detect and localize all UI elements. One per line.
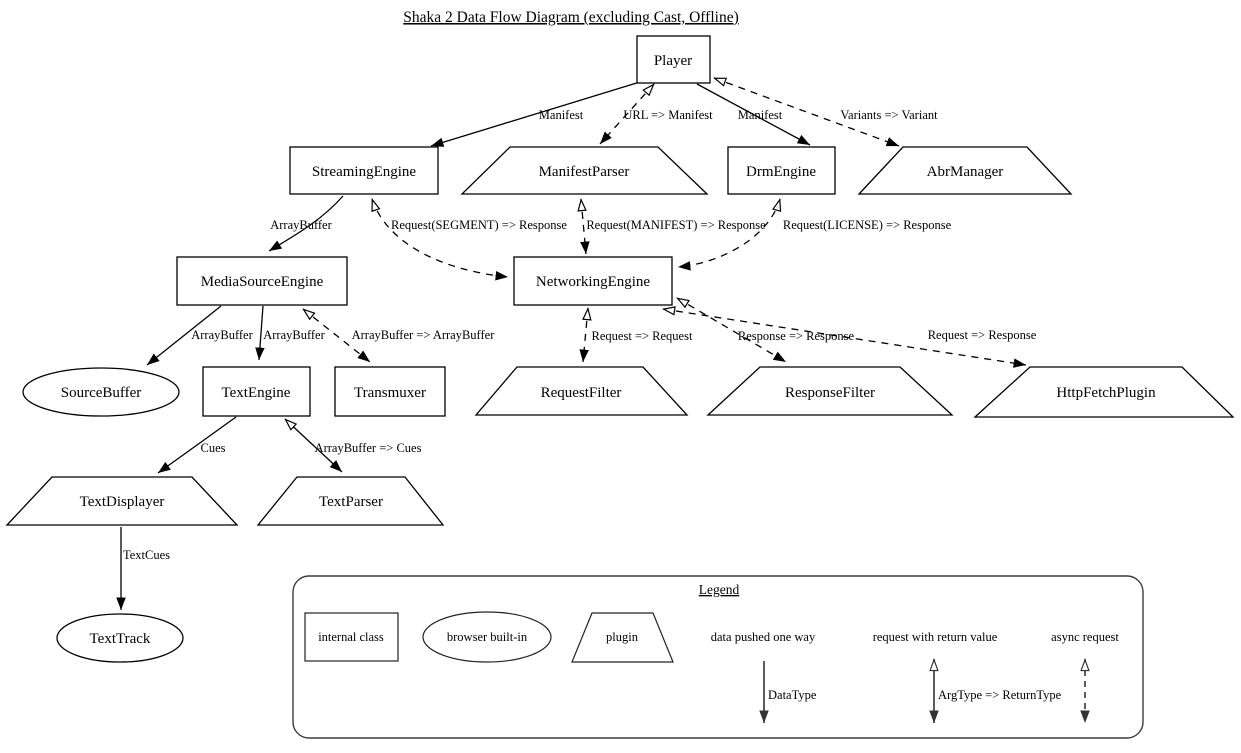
edge-label: Variants => Variant xyxy=(840,108,938,122)
streamingengine-label: StreamingEngine xyxy=(311,164,417,180)
edge-label: TextCues xyxy=(123,548,171,562)
requestfilter-label: RequestFilter xyxy=(540,385,622,401)
edge-mediasourceengine-sourcebuffer xyxy=(147,306,254,365)
edge-label: Cues xyxy=(200,441,226,455)
node-textengine xyxy=(203,367,310,416)
node-player xyxy=(637,36,710,83)
node-textparser xyxy=(258,477,443,525)
internal-class-label: internal class xyxy=(318,630,384,644)
edge-line xyxy=(583,308,588,362)
data-pushed-label: data pushed one way xyxy=(710,630,816,644)
legend-border xyxy=(293,576,1143,738)
edge-drmengine-networkingengine xyxy=(678,199,952,267)
edge-label: Request(SEGMENT) => Response xyxy=(391,218,567,232)
edge-label: Manifest xyxy=(538,108,584,122)
edge-textdisplayer-texttrack xyxy=(121,527,170,610)
request-return-label: request with return value xyxy=(872,630,998,644)
node-networkingengine xyxy=(514,257,672,305)
legend-async-request xyxy=(1051,630,1119,723)
transmuxer-label: Transmuxer xyxy=(354,385,426,401)
node-streamingengine xyxy=(290,147,438,194)
edge-mediasourceengine-transmuxer xyxy=(303,309,495,362)
edge-label: Request => Response xyxy=(927,328,1037,342)
argtype-label: ArgType => ReturnType xyxy=(938,688,1062,702)
node-abrmanager xyxy=(859,147,1071,194)
async-request-label: async request xyxy=(1051,630,1119,644)
node-httpfetchplugin xyxy=(975,367,1233,417)
textengine-label: TextEngine xyxy=(221,385,291,401)
textparser-label: TextParser xyxy=(319,494,383,510)
edge-line xyxy=(678,199,780,267)
node-textdisplayer xyxy=(7,477,237,525)
edge-label: Request(MANIFEST) => Response xyxy=(586,218,766,232)
player-label: Player xyxy=(653,53,693,69)
edge-player-manifestparser xyxy=(600,84,713,144)
edge-label: ArrayBuffer xyxy=(191,328,253,342)
plugin-label: plugin xyxy=(606,630,638,644)
edge-label: ArrayBuffer => Cues xyxy=(314,441,422,455)
abrmanager-label: AbrManager xyxy=(926,164,1004,180)
node-requestfilter xyxy=(476,367,687,415)
legend-browser-builtin xyxy=(423,612,551,662)
textdisplayer-label: TextDisplayer xyxy=(79,494,165,510)
datatype-label: DataType xyxy=(768,688,817,702)
node-manifestparser xyxy=(462,147,707,194)
node-sourcebuffer xyxy=(23,368,179,416)
edge-label: Response => Response xyxy=(737,329,855,343)
node-responsefilter xyxy=(708,367,952,415)
legend xyxy=(293,576,1143,738)
browser-builtin-label: browser built-in xyxy=(446,630,528,644)
edge-label: Manifest xyxy=(737,108,783,122)
legend-request-return xyxy=(873,630,1062,723)
networkingengine-label: NetworkingEngine xyxy=(535,274,651,290)
edge-line xyxy=(372,199,508,277)
edge-textengine-textparser xyxy=(285,419,422,472)
edge-player-streamingengine xyxy=(431,82,640,146)
node-texttrack xyxy=(57,614,183,662)
legend-plugin xyxy=(572,613,673,662)
edge-label: Request(LICENSE) => Response xyxy=(782,218,952,232)
node-drmengine xyxy=(728,147,835,194)
edge-label: URL => Manifest xyxy=(623,108,713,122)
edge-label: ArrayBuffer xyxy=(270,218,332,232)
edge-manifestparser-networkingengine xyxy=(581,199,766,254)
diagram-title: Shaka 2 Data Flow Diagram (excluding Cast, Offline) xyxy=(403,9,739,26)
edge-line xyxy=(581,199,586,254)
legend-internal-class xyxy=(305,613,398,661)
texttrack-label: TextTrack xyxy=(89,631,151,647)
edge-mediasourceengine-textengine xyxy=(259,306,326,360)
drmengine-label: DrmEngine xyxy=(746,164,816,180)
node-transmuxer xyxy=(335,367,445,416)
edge-networkingengine-responsefilter xyxy=(677,298,855,362)
edge-label: ArrayBuffer => ArrayBuffer xyxy=(351,328,495,342)
legend-title: Legend xyxy=(698,582,740,597)
httpfetchplugin-label: HttpFetchPlugin xyxy=(1056,385,1156,401)
manifestparser-label: ManifestParser xyxy=(538,164,630,180)
edge-textengine-textdisplayer xyxy=(158,417,236,473)
node-mediasourceengine xyxy=(177,257,347,305)
edge-label: Request => Request xyxy=(591,329,693,343)
responsefilter-label: ResponseFilter xyxy=(785,385,875,401)
sourcebuffer-label: SourceBuffer xyxy=(60,385,142,401)
edge-networkingengine-requestfilter xyxy=(583,308,693,362)
edge-streamingengine-mediasourceengine xyxy=(269,196,343,251)
edge-line xyxy=(431,82,640,146)
edge-label: ArrayBuffer xyxy=(263,328,325,342)
legend-data-pushed xyxy=(711,630,817,723)
mediasourceengine-label: MediaSourceEngine xyxy=(200,274,324,290)
